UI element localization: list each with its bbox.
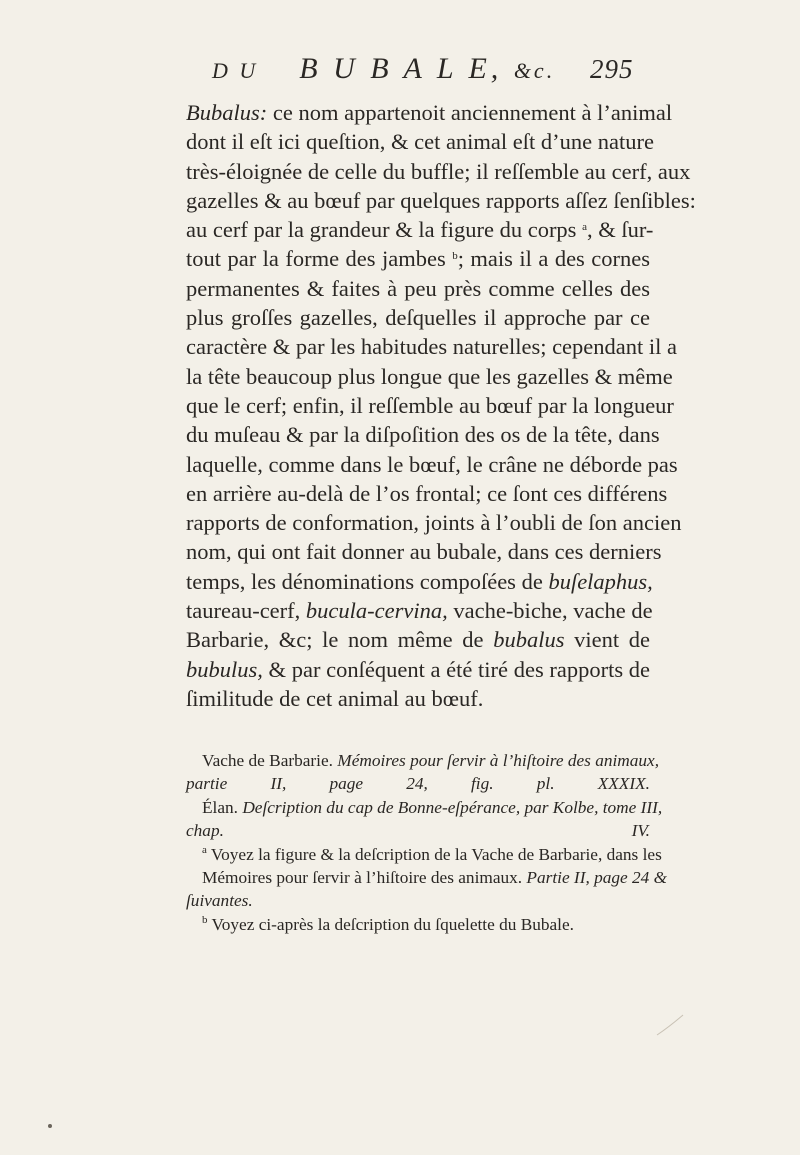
text-run: bubalus	[493, 627, 565, 653]
text-run: ſuivantes.	[186, 891, 253, 911]
note-line	[186, 819, 650, 842]
text-line	[186, 450, 678, 479]
text-run: ; mais il a des cornes	[457, 246, 650, 272]
text-line	[186, 362, 673, 391]
page-number: 295	[590, 54, 634, 84]
text-run: caractère & par les habitudes naturelles; cependant il a	[186, 334, 678, 360]
text-run: ce nom appartenoit anciennement à l’animal	[267, 100, 673, 125]
text-run: Mémoires pour ſervir à l’hiſtoire des animaux,	[337, 751, 660, 770]
main-paragraph	[186, 98, 696, 713]
text-run: buſelaphus,	[548, 568, 653, 594]
text-run: Élan.	[202, 797, 243, 817]
text-run: ſimilitude de cet animal au bœuf.	[186, 685, 484, 711]
text-run: du muſeau & par la diſpoſition des os de la tête, dans	[186, 422, 660, 448]
text-line	[186, 684, 650, 713]
note-line	[186, 843, 662, 866]
text-line	[186, 567, 653, 596]
text-line	[186, 508, 682, 537]
text-line	[186, 127, 654, 156]
footnotes	[186, 749, 668, 936]
header-bubale: B U B A L E,	[299, 52, 503, 85]
text-run: très-éloignée de celle du buffle; il reſſemble au cerf, aux	[186, 158, 691, 184]
text-line	[186, 596, 653, 625]
text-line	[186, 98, 673, 127]
text-run: temps, les dénominations compoſées de	[186, 568, 549, 594]
text-line	[186, 420, 660, 449]
text-run: gazelles & au bœuf par quelques rapports aſſez ſenſibles:	[186, 187, 696, 213]
text-line	[186, 391, 674, 420]
text-line	[186, 537, 662, 566]
text-line	[186, 274, 650, 303]
footnote-marker: b	[202, 913, 208, 926]
text-run: nom, qui ont fait donner au bubale, dans ces derniers	[186, 539, 662, 565]
note-line	[186, 889, 650, 912]
paper-hairline	[655, 1013, 685, 1037]
text-line	[186, 479, 668, 508]
text-run: chap. IV.	[186, 821, 650, 841]
text-line	[186, 244, 650, 273]
text-run: bubulus,	[186, 656, 263, 682]
text-run: Voyez ci-après la deſcription du ſquelette du Bubale.	[207, 914, 574, 934]
text-run: au cerf par la grandeur & la figure du corps	[186, 217, 583, 243]
text-line	[186, 157, 691, 186]
footnote-marker: b	[452, 250, 458, 263]
header-etc: &c.	[513, 58, 556, 83]
text-line	[186, 625, 650, 654]
text-run: tout par la forme des jambes	[186, 246, 453, 272]
text-run: Voyez la figure & la deſcription de la Vache de Barbarie, dans les	[206, 844, 662, 864]
text-run: Partie II, page 24 &	[526, 867, 668, 887]
footnote-marker: a	[202, 843, 207, 856]
text-run: Barbarie, &c; le nom même de	[186, 627, 494, 653]
text-run: , & ſur-	[586, 217, 654, 243]
text-run: Mémoires pour ſervir à l’hiſtoire des animaux.	[202, 867, 527, 887]
running-header	[212, 52, 634, 86]
text-run: vache-biche, vache de	[447, 598, 653, 624]
text-run: plus groſſes gazelles, deſquelles il approche par ce	[186, 305, 650, 331]
text-run: Vache de Barbarie.	[202, 751, 338, 770]
note-line	[186, 749, 660, 772]
text-run: Bubalus:	[186, 100, 268, 125]
text-line	[186, 215, 654, 244]
text-run: dont il eſt ici queſtion, & cet animal eſt d’une nature	[186, 129, 654, 155]
text-run: & par conſéquent a été tiré des rapports de	[262, 656, 650, 682]
text-run: laquelle, comme dans le bœuf, le crâne ne déborde pas	[186, 451, 678, 477]
header-du: D U	[212, 58, 259, 83]
text-line	[186, 332, 678, 361]
text-line	[186, 303, 650, 332]
note-line	[186, 796, 663, 819]
text-run: vient de	[564, 627, 650, 653]
paper-speck	[48, 1124, 52, 1128]
note-line	[186, 913, 650, 936]
footnote-marker: a	[582, 221, 587, 234]
text-run: taureau-cerf,	[186, 598, 306, 624]
text-run: partie II, page 24, fig. pl. XXXIX.	[186, 774, 650, 794]
note-line	[186, 772, 650, 795]
text-run: Deſcription du cap de Bonne-eſpérance, par Kolbe, tome III,	[242, 797, 663, 817]
note-line	[186, 866, 668, 889]
text-line	[186, 186, 696, 215]
text-run: permanentes & faites à peu près comme celles des	[186, 275, 650, 301]
text-run: rapports de conformation, joints à l’oubli de ſon ancien	[186, 510, 682, 536]
text-run: que le cerf; enfin, il reſſemble au bœuf par la longueur	[186, 392, 674, 418]
text-run: bucula-cervina,	[305, 598, 448, 624]
text-run: en arrière au-delà de l’os frontal; ce ſont ces différens	[186, 480, 668, 506]
text-run: la tête beaucoup plus longue que les gazelles & même	[186, 363, 673, 389]
text-line	[186, 655, 650, 684]
